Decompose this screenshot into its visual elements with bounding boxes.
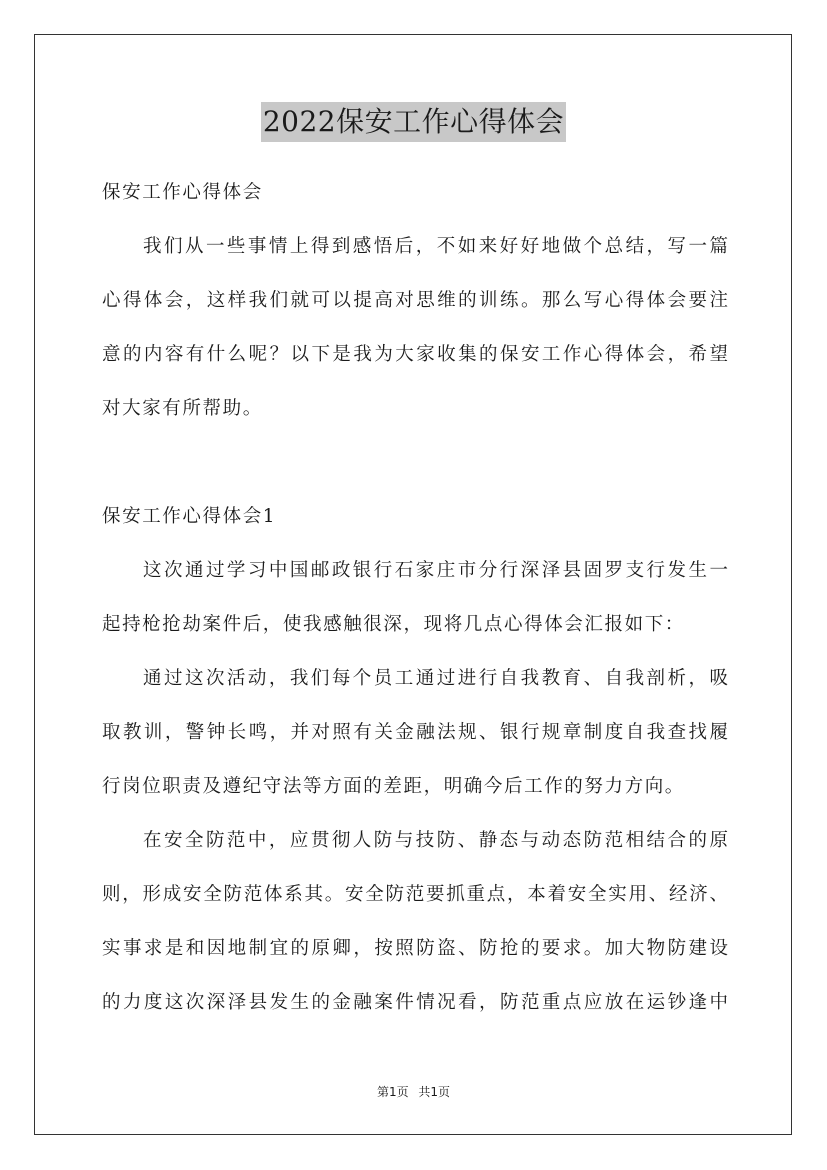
paragraph-line: 行岗位职责及遵纪守法等方面的差距，明确今后工作的努力方向。 <box>102 776 685 797</box>
paragraph-line: 取教训，警钟长鸣，并对照有关金融法规、银行规章制度自我查找履 <box>102 722 728 743</box>
section-heading: 保安工作心得体会 <box>102 182 263 203</box>
paragraph-line: 在安全防范中，应贯彻人防与技防、静态与动态防范相结合的原 <box>143 830 728 851</box>
section-heading: 保安工作心得体会1 <box>102 506 277 527</box>
title-container <box>0 102 827 142</box>
paragraph-line: 意的内容有什么呢？以下是我为大家收集的保安工作心得体会，希望 <box>102 344 728 365</box>
document-title: 2022保安工作心得体会 <box>261 102 566 142</box>
paragraph-line: 起持枪抢劫案件后，使我感触很深，现将几点心得体会汇报如下： <box>102 614 685 635</box>
paragraph-line: 这次通过学习中国邮政银行石家庄市分行深泽县固罗支行发生一 <box>143 560 728 581</box>
page-number-footer: 第1页 共1页 <box>376 1085 451 1099</box>
paragraph-line: 对大家有所帮助。 <box>102 398 263 419</box>
paragraph-line: 的力度这次深泽县发生的金融案件情况看，防范重点应放在运钞逢中 <box>102 992 728 1013</box>
paragraph-line: 心得体会，这样我们就可以提高对思维的训练。那么写心得体会要注 <box>102 290 728 311</box>
paragraph-line: 通过这次活动，我们每个员工通过进行自我教育、自我剖析，吸 <box>143 668 728 689</box>
paragraph-line: 则，形成安全防范体系其。安全防范要抓重点，本着安全实用、经济、 <box>102 884 728 905</box>
paragraph-line: 我们从一些事情上得到感悟后，不如来好好地做个总结，写一篇 <box>143 236 728 257</box>
paragraph-line: 实事求是和因地制宜的原卿，按照防盗、防抢的要求。加大物防建设 <box>102 938 728 959</box>
